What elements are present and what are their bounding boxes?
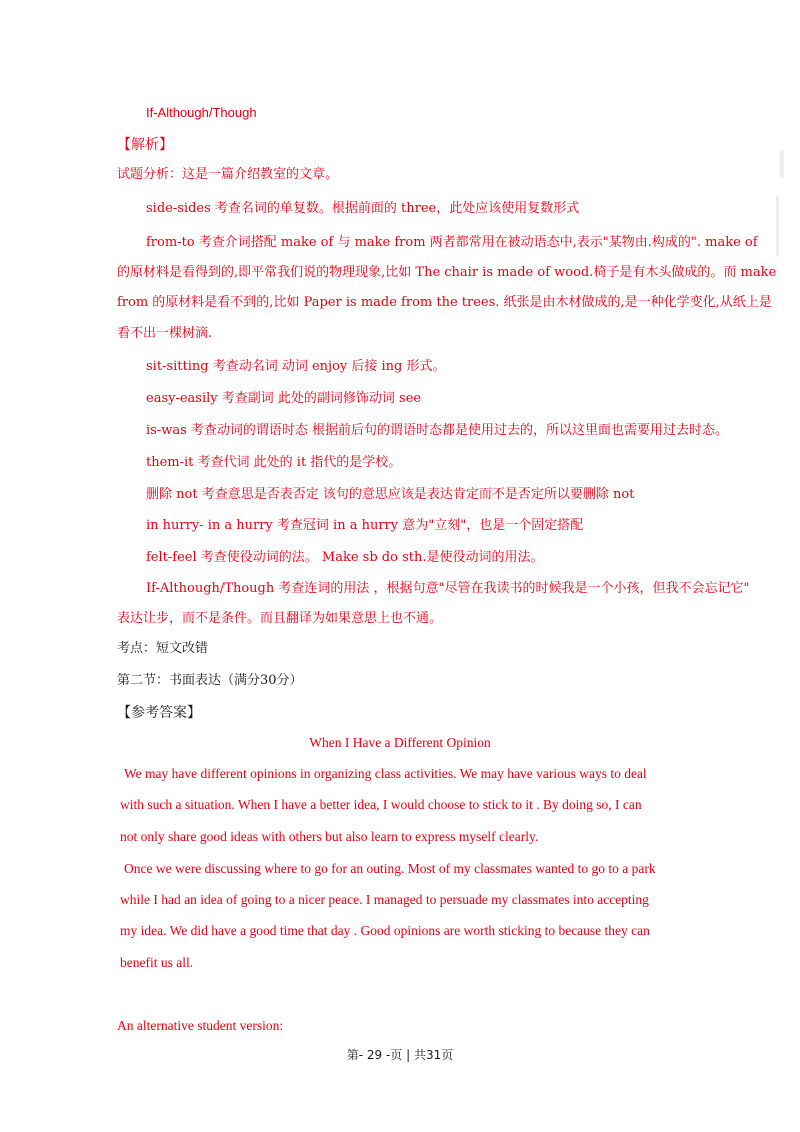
page-footer: 第- 29 -页 | 共31页 <box>346 1048 454 1062</box>
answer-heading: 【参考答案】 <box>117 705 201 721</box>
scan-mark <box>780 150 784 178</box>
explanation-item: them-it 考查代词 此处的 it 指代的是学校。 <box>146 455 402 470</box>
explanation-item: 表达让步，而不是条件。而且翻译为如果意思上也不通。 <box>117 611 443 626</box>
explanation-item: in hurry- in a hurry 考查冠词 in a hurry 意为"立刻"，也是一个固定搭配 <box>146 518 584 533</box>
explanation-item: easy-easily 考查副词 此处的副词修饰动词 see <box>146 391 422 406</box>
explanation-heading: 【解析】 <box>117 137 173 153</box>
essay-line: while I had an idea of going to a nicer peace. I managed to persuade my classmates into accepting <box>120 892 649 907</box>
essay-title: When I Have a Different Opinion <box>309 735 491 750</box>
essay-line: benefit us all. <box>120 955 194 970</box>
section-heading: 第二节：书面表达（满分30分） <box>117 673 303 688</box>
essay-line: with such a situation. When I have a better idea, I would choose to stick to it . By doing so, I can <box>120 797 642 812</box>
explanation-item: from 的原材料是看不到的,比如 Paper is made from the trees. 纸张是由木材做成的,是一种化学变化,从纸上是 <box>117 295 772 310</box>
kaodian-label: 考点：短文改错 <box>117 641 209 656</box>
essay-line: not only share good ideas with others but also learn to express myself clearly. <box>120 829 539 844</box>
explanation-item: from-to 考查介词搭配 make of 与 make from 两者都常用在被动语态中,表示"某物由.构成的". make of <box>146 235 758 250</box>
explanation-item: If-Although/Though 考查连词的用法 ，根据句意"尽管在我读书的时候我是一个小孩，但我不会忘记它" <box>146 581 750 596</box>
essay-line: We may have different opinions in organizing class activities. We may have various ways to deal <box>124 766 647 781</box>
top-correction-item: If-Although/Though <box>146 105 257 120</box>
essay-line: Once we were discussing where to go for an outing. Most of my classmates wanted to go to a park <box>124 861 656 876</box>
explanation-item: felt-feel 考查使役动词的法。 Make sb do sth.是使役动词的用法。 <box>146 550 544 565</box>
explanation-item: 删除 not 考查意思是否表否定 该句的意思应该是表达肯定而不是否定所以要删除 not <box>146 487 635 502</box>
explanation-item: 的原材料是看得到的,即平常我们说的物理现象,比如 The chair is made of wood.椅子是有木头做成的。而 make <box>117 265 777 280</box>
explanation-item: side-sides 考查名词的单复数。根据前面的 three，此处应该使用复数形式 <box>146 201 580 216</box>
explanation-item: sit-sitting 考查动名词 动词 enjoy 后接 ing 形式。 <box>146 359 446 374</box>
essay-line: my idea. We did have a good time that day . Good opinions are worth sticking to because they can <box>120 923 650 938</box>
explanation-item: is-was 考查动词的谓语时态 根据前后句的谓语时态都是使用过去的，所以这里面也需要用过去时态。 <box>146 423 729 438</box>
scan-mark <box>776 196 779 256</box>
explanation-intro: 试题分析：这是一篇介绍教室的文章。 <box>117 167 339 182</box>
explanation-item: 看不出一棵树滴. <box>117 326 213 341</box>
alternative-version-label: An alternative student version: <box>117 1018 284 1033</box>
